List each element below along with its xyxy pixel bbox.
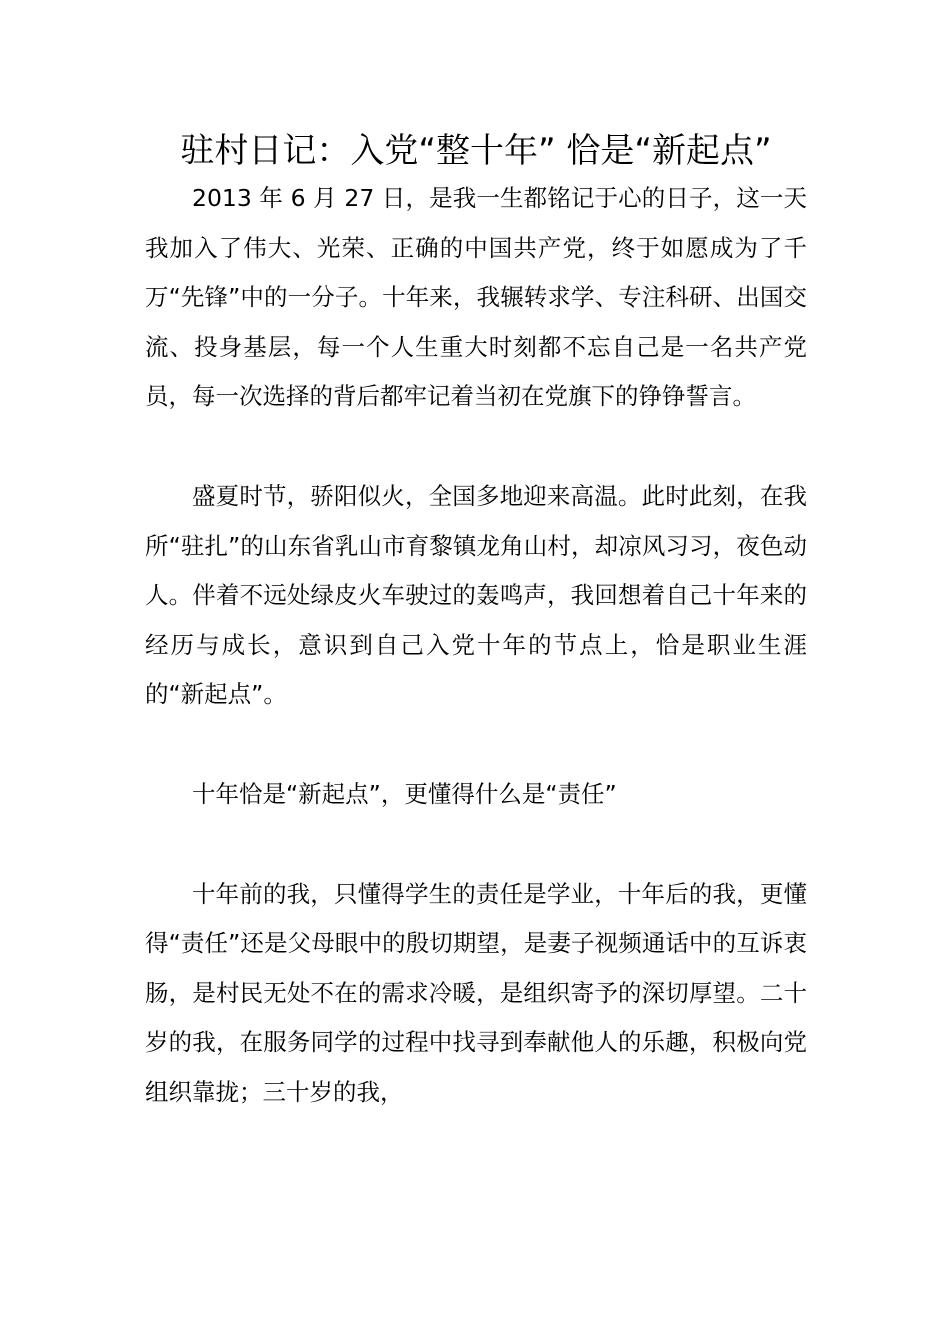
document-page [145,128,807,1118]
paragraph-spacer [145,820,807,870]
paragraph-spacer [145,422,807,472]
paragraph-2: 盛夏时节，骄阳似火，全国多地迎来高温。此时此刻，在我所“驻扎”的山东省乳山市育黎镇龙角山村，却凉风习习，夜色动人。伴着不远处绿皮火车驶过的轰鸣声，我回想着自己十年来的经历与成长，意识到自己入党十年的节点上，恰是职业生涯的“新起点”。 [145,481,807,709]
paragraph-spacer [145,720,807,770]
paragraph-3: 十年前的我，只懂得学生的责任是学业，十年后的我，更懂得“责任”还是父母眼中的殷切期望，是妻子视频通话中的互诉衷肠，是村民无处不在的需求冷暖，是组织寄予的深切厚望。二十岁的我，在服务同学的过程中找寻到奉献他人的乐趣，积极向党组织靠拢；三十岁的我， [145,879,807,1106]
section-heading: 十年恰是“新起点”，更懂得什么是“责任” [192,779,617,808]
paragraph-1: 2013 年 6 月 27 日，是我一生都铭记于心的日子，这一天我加入了伟大、光荣、正确的中国共产党，终于如愿成为了千万“先锋”中的一分子。十年来，我辗转求学、专注科研、出国交流、投身基层，每一个人生重大时刻都不忘自己是一名共产党员，每一次选择的背后都牢记着当初在党旗下的铮铮誓言。 [145,184,807,411]
article-title: 驻村日记：入党“整十年” 恰是“新起点” [180,131,772,171]
